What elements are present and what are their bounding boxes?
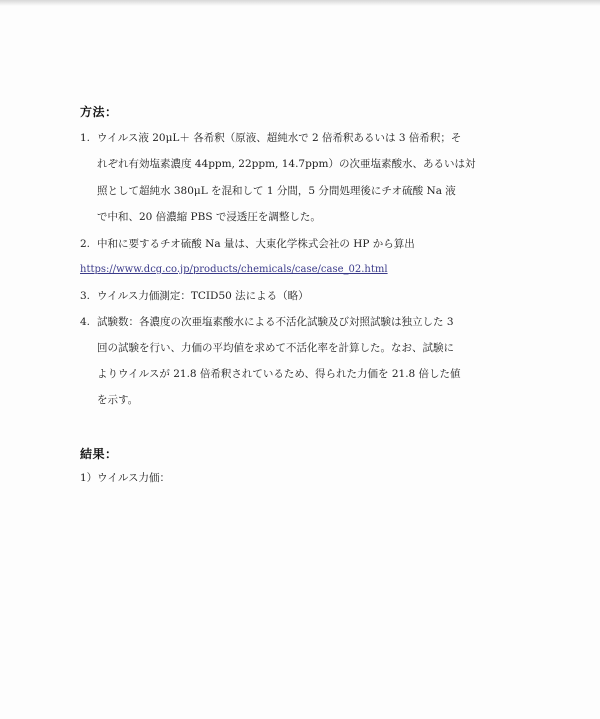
item-1-line-2: れぞれ有効塩素濃度 44ppm, 22ppm, 14.7ppm）の次亜塩素酸水、あるいは対 — [97, 158, 476, 170]
methods-heading: 方法： — [80, 105, 118, 119]
item-4-line-3: よりウイルスが 21.8 倍希釈されているため、得られた力価を 21.8 倍した値 — [97, 368, 461, 380]
item-3-line-1: ウイルス力価測定：TCID50 法による（略） — [97, 290, 309, 302]
item-1-line-3: 照として超純水 380μL を混和して 1 分間，5 分間処理後にチオ硫酸 Na 液 — [97, 185, 456, 197]
item-1-number: 1. — [80, 132, 91, 144]
item-4-number: 4. — [80, 316, 91, 328]
item-2-line-1: 中和に要するチオ硫酸 Na 量は、大東化学株式会社の HP から算出 — [97, 238, 415, 250]
item-2-number: 2. — [80, 238, 91, 250]
item-1-line-1: ウイルス液 20μL＋ 各希釈（原液、超純水で 2 倍希釈あるいは 3 倍希釈；そ — [97, 132, 462, 144]
item-4-line-1: 試験数：各濃度の次亜塩素酸水による不活化試験及び対照試験は独立した 3 — [97, 316, 454, 328]
item-4-line-2: 回の試験を行い、力価の平均値を求めて不活化率を計算した。なお、試験に — [97, 342, 454, 354]
results-heading: 結果： — [80, 447, 118, 461]
results-item-1: 1）ウイルス力価： — [80, 472, 171, 484]
item-4-line-4: を示す。 — [97, 394, 139, 406]
item-1-line-4: で中和、20 倍濃縮 PBS で浸透圧を調整した。 — [97, 211, 321, 223]
item-3-number: 3. — [80, 290, 91, 302]
reference-link[interactable]: https://www.dcg.co.jp/products/chemicals/case/case_02.html — [80, 264, 388, 275]
scan-edge — [0, 0, 600, 6]
